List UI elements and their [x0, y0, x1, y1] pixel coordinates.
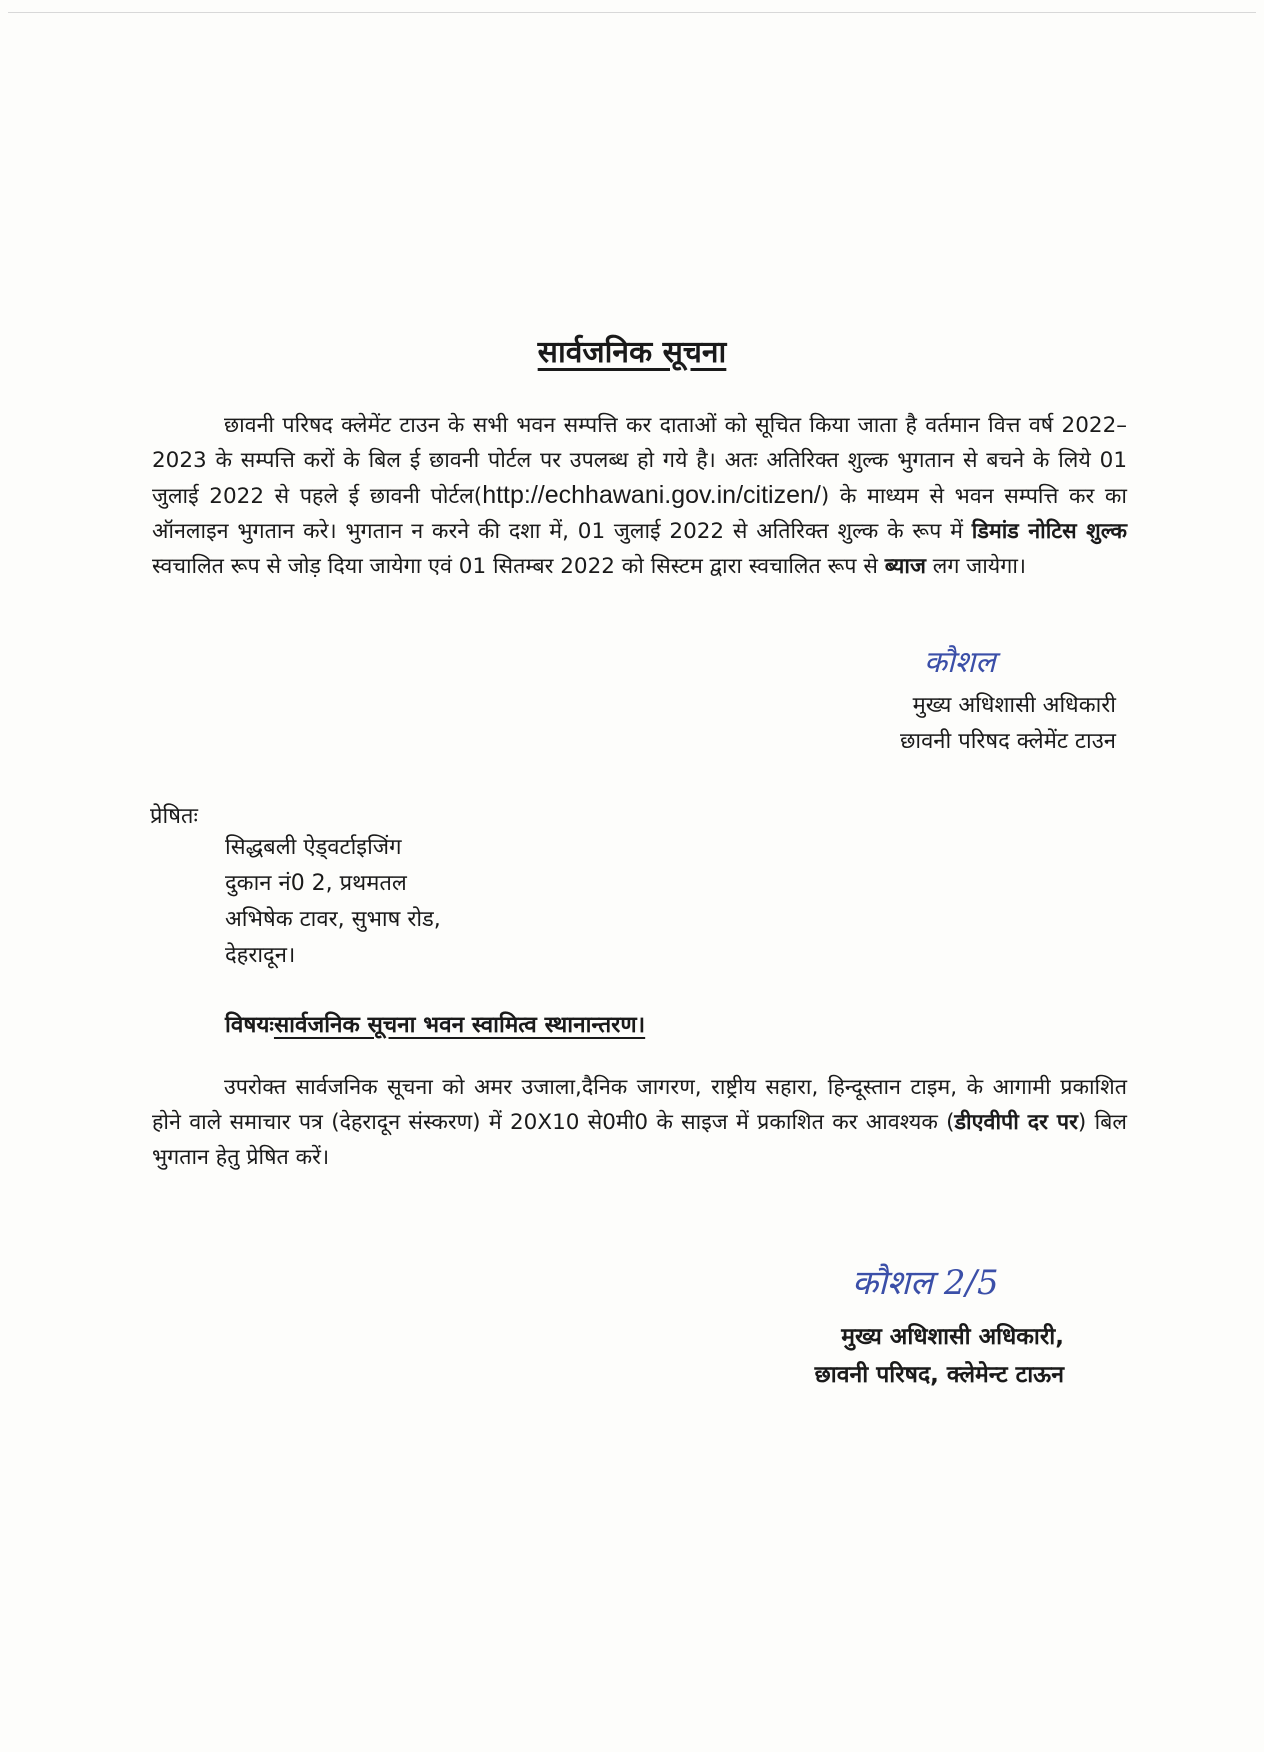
address-line: देहरादून।	[225, 943, 296, 968]
handwritten-signature: कौशल 2/5	[852, 1263, 999, 1303]
signer-office: छावनी परिषद क्लेमेंट टाउन	[899, 729, 1116, 754]
notice-paragraph: छावनी परिषद क्लेमेंट टाउन के सभी भवन सम्पत्ति कर दाताओं को सूचित किया जाता है वर्तमान वित्त वर्ष 2022–2023 के सम्पत्ति करों के बिल ई छावनी पोर्टल पर उपलब्ध हो गये है। अतः अतिरिक्त शुल्क भुगतान से बचने के लिये 01 जुलाई 2022 से पहले ई छावनी पोर्टल(http://echhawani.gov.in/citizen/) के माध्यम से भवन सम्पत्ति कर का ऑनलाइन भुगतान करे। भुगतान न करने की दशा में, 01 जुलाई 2022 से अतिरिक्त शुल्क के रूप में डिमांड नोटिस शुल्क स्वचालित रूप से जोड़ दिया जायेगा एवं 01 सितम्बर 2022 को सिस्टम द्वारा स्वचालित रूप से ब्याज लग जायेगा।	[152, 413, 1128, 579]
subject-line: विषयःसार्वजनिक सूचना भवन स्वामित्व स्थानान्तरण।	[225, 1012, 646, 1038]
notice-title: सार्वजनिक सूचना	[537, 335, 727, 370]
sent-to-label: प्रेषितः	[150, 804, 198, 829]
demand-notice-fee: डिमांड नोटिस शुल्क	[971, 519, 1127, 544]
address-line: दुकान नं0 2, प्रथमतल	[225, 871, 407, 896]
address-line: सिद्धबली ऐड्वर्टाइजिंग	[225, 835, 402, 860]
handwritten-signature: कौशल	[924, 645, 996, 680]
interest-text: ब्याज	[884, 554, 926, 579]
signer-designation: मुख्य अधिशासी अधिकारी	[912, 693, 1116, 718]
signer-office: छावनी परिषद, क्लेमेन्ट टाऊन	[814, 1362, 1064, 1388]
letter-body: उपरोक्त सार्वजनिक सूचना को अमर उजाला,दैनिक जागरण, राष्ट्रीय सहारा, हिन्दूस्तान टाइम, के आगामी प्रकाशित होने वाले समाचार पत्र (देहरादून संस्करण) में 20X10 से0मी0 के साइज में प्रकाशित कर आवश्यक (डीएवीपी दर पर) बिल भुगतान हेतु प्रेषित करें।	[152, 1075, 1127, 1170]
letter-signature-block	[815, 1318, 1064, 1394]
address-line: अभिषेक टावर, सुभाष रोड,	[225, 907, 441, 932]
recipient-address	[225, 830, 441, 974]
davp-rate-text: डीएवीपी दर पर	[954, 1110, 1078, 1135]
portal-url: http://echhawani.gov.in/citizen/	[482, 481, 821, 509]
notice-signature-block	[900, 688, 1116, 760]
signer-designation: मुख्य अधिशासी अधिकारी,	[841, 1324, 1064, 1350]
scan-edge-line	[8, 12, 1256, 13]
